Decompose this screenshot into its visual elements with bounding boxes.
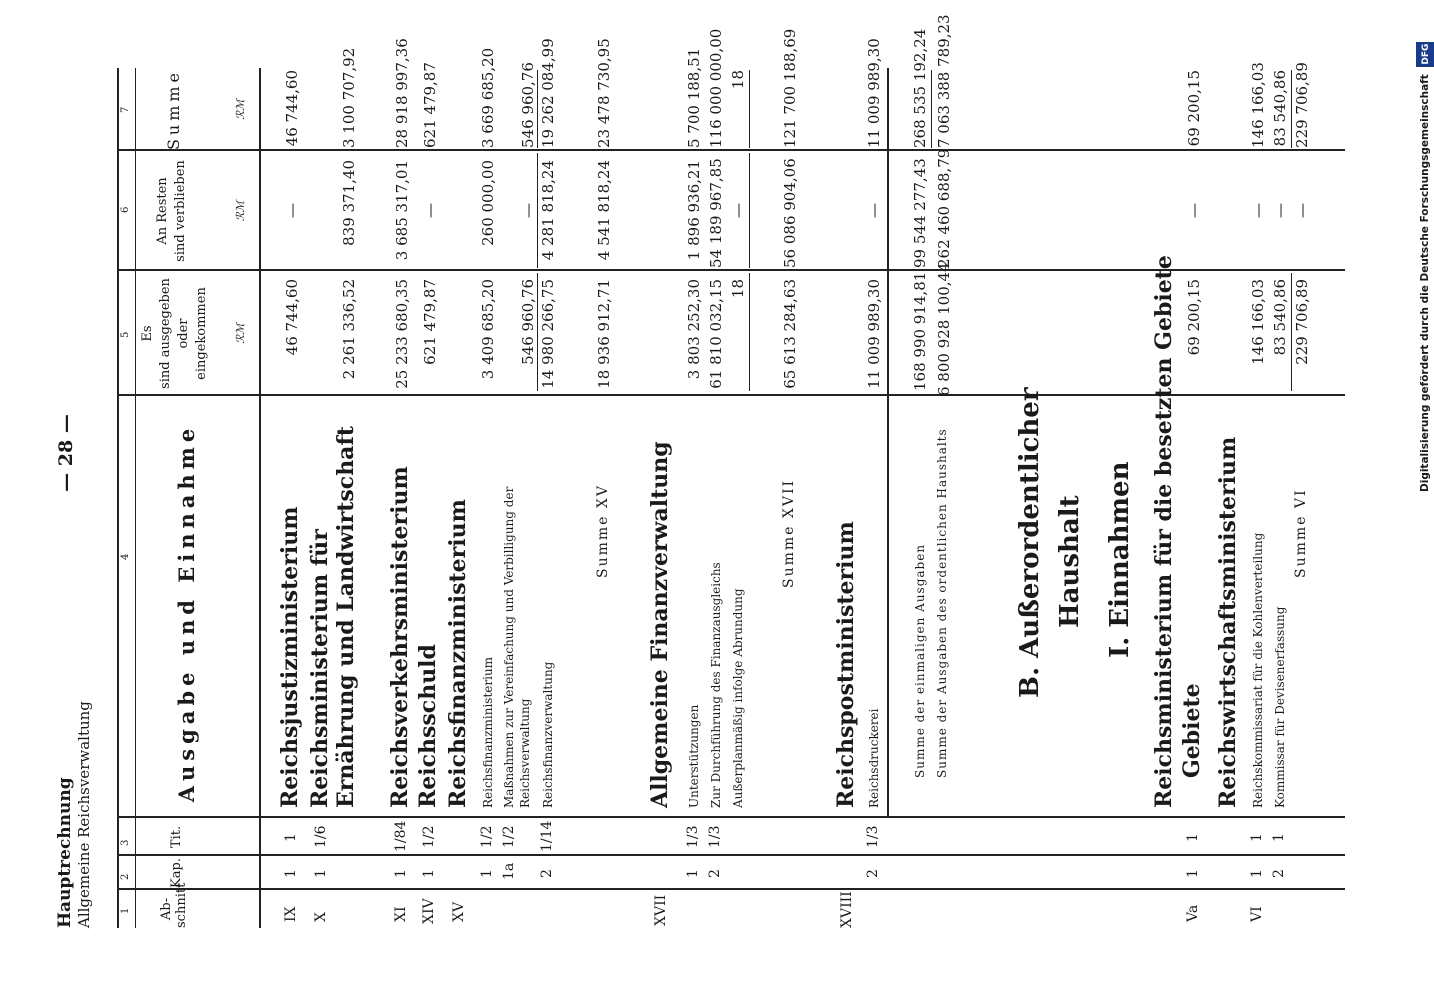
row-summe: 18 [729, 70, 747, 90]
row-tit: 1/6 [313, 825, 329, 848]
row-tit: 1/3 [685, 825, 701, 848]
unit-label-7: ℛℳ [234, 99, 247, 120]
row-desc: Summe VI [1293, 488, 1309, 578]
row-resten: 839 371,40 [340, 160, 358, 246]
row-kap: 2 [539, 869, 555, 878]
row-summe: 7 063 388 789,23 [935, 14, 953, 148]
row-ausgegeben: 168 990 914,81 [911, 271, 929, 391]
row-desc: Unterstützungen [687, 704, 701, 808]
row-desc: Summe der einmaligen Ausgaben [913, 543, 927, 778]
row-resten: — [1185, 203, 1203, 218]
row-resten: — [729, 203, 747, 218]
subtotal-rule [749, 153, 750, 268]
row-summe: 546 960,76 [519, 62, 537, 148]
row-desc: Reichsministerium für Ernährung und Landwirtschaft [307, 425, 359, 808]
page-header [55, 528, 93, 928]
col-num-3: 3 [120, 839, 131, 846]
row-summe: 23 478 730,95 [595, 38, 613, 148]
header-tit: Tit. [169, 825, 184, 849]
row-tit: 1/2 [479, 825, 495, 848]
col-rule-2 [117, 854, 1345, 856]
row-summe: 268 535 192,24 [911, 28, 929, 148]
row-tit: 1 [283, 833, 299, 842]
subtotal-rule [1291, 70, 1292, 148]
row-ausgegeben: 14 980 266,75 [539, 279, 557, 389]
row-abschnitt: X [313, 912, 329, 922]
row-resten: — [283, 203, 301, 218]
subtotal-rule [749, 273, 750, 391]
section-b-title-2: Haushalt [1055, 495, 1085, 628]
row-ausgegeben: 18 [729, 279, 747, 299]
row-resten: 262 460 688,79 [935, 148, 953, 268]
row-summe: 146 166,03 [1249, 62, 1267, 148]
unit-label-6: ℛℳ [234, 200, 247, 222]
header-summe: Summe [164, 68, 183, 151]
row-kap: 2 [1271, 869, 1287, 878]
header-title: Hauptrechnung [55, 777, 75, 928]
row-summe: 19 262 084,99 [539, 38, 557, 148]
row-desc: Reichsfinanzverwaltung [541, 661, 555, 808]
row-desc: Außerplanmäßig infolge Abrundung [731, 588, 745, 808]
row-abschnitt: VI [1249, 906, 1265, 922]
row-summe: 121 700 188,69 [781, 28, 799, 148]
row-tit: 1 [1249, 833, 1265, 842]
total-rule [931, 70, 932, 148]
subtotal-rule [537, 70, 538, 148]
row-abschnitt: Va [1185, 904, 1201, 922]
row-summe: 229 706,89 [1293, 62, 1311, 148]
ledger-page [55, 14, 1365, 928]
col-num-1: 1 [120, 907, 131, 914]
row-abschnitt: XI [393, 906, 409, 922]
row-resten: 260 000,00 [479, 160, 497, 246]
row-desc: Maßnahmen zur Vereinfachung und Verbilligung der Reichsverwaltung [502, 486, 532, 808]
col-num-7: 7 [120, 106, 131, 113]
subtotal-rule [537, 273, 538, 391]
row-ausgegeben: 3 803 252,30 [685, 279, 703, 380]
row-desc: Summe XV [595, 484, 611, 578]
col-num-2: 2 [120, 873, 131, 880]
subtotal-rule [749, 70, 750, 148]
row-ausgegeben: 3 409 685,20 [479, 279, 497, 380]
page-number: — 28 — [55, 414, 77, 492]
row-resten: 56 086 904,06 [781, 158, 799, 268]
col-rule-6 [117, 149, 1345, 151]
row-ausgegeben: 146 166,03 [1249, 279, 1267, 365]
row-kap: 2 [865, 869, 881, 878]
row-desc: Zur Durchführung des Finanzausgleichs [709, 562, 723, 808]
subtotal-rule [537, 153, 538, 268]
row-ausgegeben: 621 479,87 [421, 279, 439, 365]
row-desc: Gebiete [1179, 683, 1205, 778]
row-ausgegeben: 18 936 912,71 [595, 279, 613, 389]
row-summe: 5 700 188,51 [685, 47, 703, 148]
row-kap: 1 [313, 869, 329, 878]
row-abschnitt: XIV [421, 898, 437, 924]
section-rule [887, 68, 889, 818]
row-resten: 3 685 317,01 [393, 160, 411, 261]
row-desc: Summe XVII [781, 478, 797, 588]
row-desc: Reichsverkehrsministerium [387, 466, 413, 808]
row-desc: Reichsjustizministerium [277, 506, 303, 808]
section-b-group-1: Reichsministerium für die besetzten Gebiete [1151, 255, 1177, 808]
row-ausgegeben: 69 200,15 [1185, 279, 1203, 356]
row-desc: Allgemeine Finanzverwaltung [647, 441, 673, 808]
row-summe: 46 744,60 [283, 70, 301, 147]
dfg-logo: DFG [1416, 42, 1434, 67]
row-desc: Reichspostministerium [833, 521, 859, 808]
row-tit: 1/14 [539, 820, 555, 852]
row-kap: 1 [393, 869, 409, 878]
row-tit: 1 [1271, 833, 1287, 842]
row-tit: 1/3 [865, 825, 881, 848]
row-tit: 1 [1185, 833, 1201, 842]
row-tit: 1/2 [421, 825, 437, 848]
row-ausgegeben: 65 613 284,63 [781, 279, 799, 389]
section-b-sub: I. Einnahmen [1105, 461, 1135, 658]
col-rule-1 [117, 888, 1345, 890]
row-abschnitt: XV [451, 901, 467, 922]
row-resten: — [1293, 203, 1311, 218]
row-tit: 1/84 [393, 820, 409, 852]
row-kap: 1 [283, 869, 299, 878]
header-kap: Kap. [169, 858, 184, 888]
header-subtitle: Allgemeine Reichsverwaltung [75, 701, 93, 928]
row-resten: — [1249, 203, 1267, 218]
row-ausgegeben: 546 960,76 [519, 279, 537, 365]
row-resten: — [1271, 203, 1289, 218]
row-kap: 1 [421, 869, 437, 878]
unit-label-5: ℛℳ [234, 323, 247, 344]
row-kap: 1 [1185, 869, 1201, 878]
header-abschnitt: Ab- schnitt [159, 882, 189, 928]
row-kap: 1a [501, 862, 517, 880]
row-tit: 1/2 [501, 825, 517, 848]
row-abschnitt: XVIII [839, 891, 855, 928]
row-kap: 2 [707, 869, 723, 878]
row-ausgegeben: 229 706,89 [1293, 279, 1311, 365]
subtotal-rule [1291, 273, 1292, 391]
row-summe: 83 540,86 [1271, 70, 1289, 147]
row-ausgegeben: 11 009 989,30 [865, 279, 883, 389]
row-summe: 116 000 000,00 [707, 28, 725, 148]
column-headers [134, 68, 261, 928]
row-summe: 69 200,15 [1185, 70, 1203, 147]
row-abschnitt: IX [283, 906, 299, 922]
header-desc: Ausgabe und Einnahme [174, 423, 199, 803]
section-b-group-2: Reichswirtschaftsministerium [1215, 436, 1241, 808]
row-summe: 3 669 685,20 [479, 47, 497, 148]
col-num-5: 5 [120, 331, 131, 338]
row-desc: Reichskommissariat für die Kohlenverteilung [1251, 532, 1265, 808]
row-abschnitt: XVII [653, 894, 669, 926]
row-resten: 4 541 818,24 [595, 160, 613, 261]
header-ausgegeben: Es sind ausgegeben oder eingekommen [140, 278, 209, 389]
row-summe: 11 009 989,30 [865, 38, 883, 148]
col-num-6: 6 [120, 206, 131, 213]
col-rule-3 [117, 816, 1345, 818]
row-resten: 99 544 277,43 [911, 158, 929, 268]
row-ausgegeben: 83 540,86 [1271, 279, 1289, 356]
credit-text: Digitalisierung gefördert durch die Deutsche Forschungsgemeinschaft [1419, 74, 1431, 492]
row-summe: 28 918 997,36 [393, 38, 411, 148]
row-resten: — [865, 203, 883, 218]
row-resten: 54 189 967,85 [707, 158, 725, 268]
header-resten: An Resten sind verblieben [155, 160, 188, 262]
row-resten: — [519, 203, 537, 218]
row-ausgegeben: 6 800 928 100,44 [935, 262, 953, 396]
row-desc: Summe der Ausgaben des ordentlichen Haushalts [935, 428, 949, 778]
row-resten: 1 896 936,21 [685, 160, 703, 261]
row-ausgegeben: 61 810 032,15 [707, 279, 725, 389]
row-resten: 4 281 818,24 [539, 160, 557, 261]
row-summe: 3 100 707,92 [340, 47, 358, 148]
row-kap: 1 [1249, 869, 1265, 878]
row-desc: Reichsdruckerei [867, 708, 881, 808]
row-ausgegeben: 25 233 680,35 [393, 279, 411, 389]
row-kap: 1 [685, 869, 701, 878]
row-resten: — [421, 203, 439, 218]
row-tit: 1/3 [707, 825, 723, 848]
row-desc: Reichsfinanzministerium [445, 499, 471, 808]
row-desc: Reichsschuld [415, 644, 441, 808]
row-desc: Reichsfinanzministerium [481, 656, 495, 808]
col-num-4: 4 [120, 553, 131, 560]
row-kap: 1 [479, 869, 495, 878]
row-ausgegeben: 46 744,60 [283, 279, 301, 356]
row-ausgegeben: 2 261 336,52 [340, 279, 358, 380]
row-summe: 621 479,87 [421, 62, 439, 148]
row-desc: Kommissar für Devisenerfassung [1273, 606, 1287, 808]
digitization-credit [1415, 12, 1434, 492]
section-b-title: B. Außerordentlicher [1015, 387, 1045, 698]
